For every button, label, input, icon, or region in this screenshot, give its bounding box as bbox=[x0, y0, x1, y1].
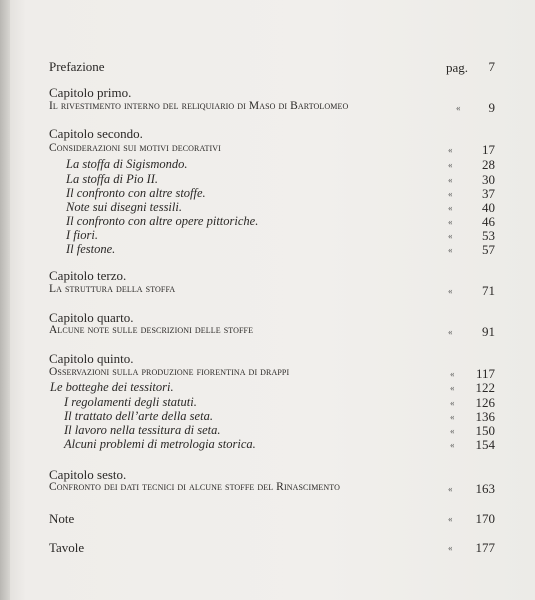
toc-page-number: 17 bbox=[482, 142, 495, 157]
ditto-mark: « bbox=[450, 398, 455, 408]
toc-entry-title: Il confronto con altre opere pittoriche. bbox=[66, 214, 259, 228]
toc-page-number: 126 bbox=[475, 395, 495, 410]
toc-page-number: 117 bbox=[475, 366, 495, 381]
toc-entry-title: Il confronto con altre stoffe. bbox=[66, 186, 206, 200]
toc-page-number: 122 bbox=[475, 380, 495, 395]
toc-entry-title: Il trattato dell’arte della seta. bbox=[64, 409, 213, 423]
toc-entry-title: Osservazioni sulla produzione fiorentina di drappi bbox=[49, 366, 290, 378]
toc-entry-title: Capitolo terzo. bbox=[49, 268, 127, 283]
toc-entry-title: Il lavoro nella tessitura di seta. bbox=[64, 423, 221, 437]
toc-entry-title: Prefazione bbox=[49, 59, 105, 74]
toc-entry bbox=[0, 126, 535, 142]
toc-page-number: 170 bbox=[475, 511, 495, 526]
toc-entry-title: Confronto dei dati tecnici di alcune stoffe del Rinascimento bbox=[49, 481, 341, 493]
toc-entry-title: Le botteghe dei tessitori. bbox=[50, 380, 174, 394]
ditto-mark: « bbox=[448, 217, 453, 227]
toc-entry-title: Capitolo quarto. bbox=[49, 310, 134, 325]
toc-entry-title: Capitolo sesto. bbox=[49, 467, 127, 482]
ditto-mark: « bbox=[448, 543, 453, 553]
toc-page-number: 163 bbox=[475, 481, 495, 496]
toc-entry bbox=[0, 351, 535, 367]
toc-entry bbox=[0, 540, 535, 556]
toc-entry-title: La struttura della stoffa bbox=[49, 283, 176, 295]
ditto-mark: « bbox=[450, 412, 455, 422]
pag-label: pag. bbox=[446, 60, 469, 75]
toc-page-number: 177 bbox=[475, 540, 495, 555]
toc-entry bbox=[0, 100, 535, 116]
ditto-mark: « bbox=[448, 245, 453, 255]
ditto-mark: « bbox=[448, 203, 453, 213]
toc-entry-title: Capitolo primo. bbox=[49, 85, 132, 100]
toc-entry bbox=[0, 85, 535, 101]
toc-entry bbox=[0, 437, 535, 453]
toc-entry-title: Capitolo secondo. bbox=[49, 126, 143, 141]
toc-page-number: 30 bbox=[482, 172, 495, 187]
toc-page-number: 136 bbox=[475, 409, 495, 424]
ditto-mark: « bbox=[448, 327, 453, 337]
ditto-mark: « bbox=[448, 160, 453, 170]
ditto-mark: « bbox=[448, 286, 453, 296]
ditto-mark: « bbox=[448, 175, 453, 185]
toc-entry-title: La stoffa di Pio II. bbox=[66, 172, 159, 186]
toc-page-number: 57 bbox=[482, 242, 495, 257]
toc-entry bbox=[0, 481, 535, 497]
toc-entry-title: Capitolo quinto. bbox=[49, 351, 134, 366]
ditto-mark: « bbox=[450, 440, 455, 450]
toc-page-number: 7 bbox=[488, 59, 495, 74]
toc-entry bbox=[0, 268, 535, 284]
toc-entry-title: I fiori. bbox=[66, 228, 98, 242]
toc-entry bbox=[0, 242, 535, 258]
ditto-mark: « bbox=[450, 383, 455, 393]
toc-page-number: 37 bbox=[482, 186, 495, 201]
toc-entry bbox=[0, 380, 535, 396]
toc-page-number: 40 bbox=[482, 200, 495, 215]
toc-entry-title: Alcune note sulle descrizioni delle stoffe bbox=[49, 324, 254, 336]
ditto-mark: « bbox=[450, 369, 455, 379]
toc-page-number: 150 bbox=[475, 423, 495, 438]
toc-page-number: 9 bbox=[488, 100, 495, 115]
toc-entry-title: La stoffa di Sigismondo. bbox=[66, 157, 188, 171]
toc-entry-title: Il festone. bbox=[66, 242, 116, 256]
toc-entry bbox=[0, 511, 535, 527]
toc-page-number: 91 bbox=[482, 324, 495, 339]
toc-entry bbox=[0, 283, 535, 299]
ditto-mark: « bbox=[448, 514, 453, 524]
toc-entry bbox=[0, 157, 535, 173]
ditto-mark: « bbox=[448, 189, 453, 199]
toc-entry-title: Alcuni problemi di metrologia storica. bbox=[64, 437, 256, 451]
toc-entry-title: Considerazioni sui motivi decorativi bbox=[49, 142, 221, 154]
ditto-mark: « bbox=[448, 145, 453, 155]
ditto-mark: « bbox=[448, 231, 453, 241]
ditto-mark: « bbox=[450, 426, 455, 436]
toc-page-number: 154 bbox=[475, 437, 495, 452]
toc-page-number: 53 bbox=[482, 228, 495, 243]
ditto-mark: « bbox=[456, 103, 461, 113]
toc-page-number: 71 bbox=[482, 283, 495, 298]
toc-page-number: 28 bbox=[482, 157, 495, 172]
ditto-mark: « bbox=[448, 484, 453, 494]
toc-page-number: 46 bbox=[482, 214, 495, 229]
toc-entry-title: Tavole bbox=[49, 540, 85, 555]
toc-entry bbox=[0, 142, 535, 158]
toc-entry bbox=[0, 324, 535, 340]
toc-entry bbox=[0, 59, 535, 75]
toc-entry-title: Note sui disegni tessili. bbox=[66, 200, 182, 214]
toc-entry-title: Note bbox=[49, 511, 75, 526]
toc-entry-title: I regolamenti degli statuti. bbox=[64, 395, 197, 409]
toc-entry-title: Il rivestimento interno del reliquiario di Maso di Bartolomeo bbox=[49, 100, 349, 112]
